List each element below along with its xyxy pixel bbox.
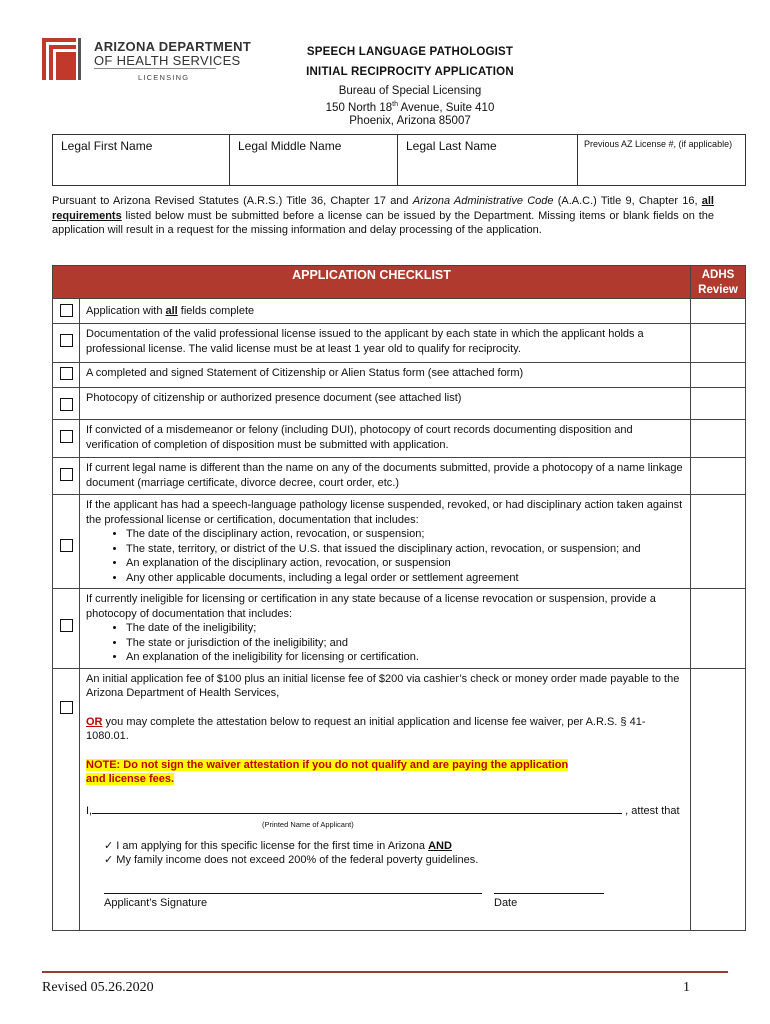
signature-block xyxy=(86,892,685,922)
adhs-review-cell-2[interactable] xyxy=(691,324,746,363)
checklist-item-court-records: If convicted of a misdemeanor or felony (including DUI), photocopy of court records documenting disposition and verification of completion of disposition must be submitted with application. xyxy=(53,420,746,458)
signature-label: Applicant’s Signature xyxy=(104,896,208,909)
bureau-city: Phoenix, Arizona 85007 xyxy=(349,114,471,127)
checkbox-item-9[interactable] xyxy=(60,701,73,714)
applicant-signature-line[interactable] xyxy=(104,892,482,894)
bureau-street: 150 North 18th Avenue, Suite 410 xyxy=(325,101,495,114)
legal-middle-name-field[interactable]: Legal Middle Name xyxy=(230,135,398,185)
adhs-review-cell-8[interactable] xyxy=(691,589,746,669)
revision-date: Revised 05.26.2020 xyxy=(42,980,154,995)
checklist-item-name-linkage: If current legal name is different than the name on any of the documents submitted, provide a photocopy of a name linkage document (marriage certificate, divorce decree, court order, etc.) xyxy=(53,458,746,495)
adhs-logo xyxy=(42,38,252,88)
attestation-line: I, , attest that xyxy=(86,804,680,817)
adhs-review-cell-9[interactable] xyxy=(691,668,746,930)
legal-first-name-field[interactable]: Legal First Name xyxy=(53,135,230,185)
logo-line-3: LICENSING xyxy=(138,73,190,82)
logo-divider xyxy=(94,68,216,69)
checklist-item-fees xyxy=(53,668,746,930)
ineligibility-bullets xyxy=(86,621,685,665)
adhs-review-cell-3[interactable] xyxy=(691,363,746,388)
page-number: 1 xyxy=(683,980,690,995)
checkmark-icon: ✓ xyxy=(104,854,114,866)
date-label: Date xyxy=(494,896,518,909)
checklist-item-application-complete: Application with all fields complete xyxy=(53,299,746,324)
checkbox-item-3[interactable] xyxy=(60,367,73,380)
list-item: • The state, territory, or district of the U.S. that issued the disciplinary action, revocation, or suspension; and xyxy=(126,542,685,557)
previous-az-license-field[interactable]: Previous AZ License #, (if applicable) xyxy=(584,139,733,149)
checkbox-item-5[interactable] xyxy=(60,430,73,443)
name-fields-table xyxy=(52,134,746,186)
adhs-review-cell-5[interactable] xyxy=(691,420,746,458)
list-item: • Any other applicable documents, including a legal order or settlement agreement xyxy=(126,571,685,586)
printed-name-input[interactable] xyxy=(92,803,622,814)
checklist-item-professional-license: Documentation of the valid professional license issued to the applicant by each state in which the applicant holds a professional license. The valid license must be at least 1 year old to qualify for reciprocity. xyxy=(53,324,746,363)
form-title: SPEECH LANGUAGE PATHOLOGIST xyxy=(306,46,514,58)
checklist-item-disciplinary-action xyxy=(53,495,746,589)
checklist-item-citizenship-form: A completed and signed Statement of Citizenship or Alien Status form (see attached form) xyxy=(53,363,746,388)
printed-name-caption: (Printed Name of Applicant) xyxy=(262,820,354,829)
bureau-address xyxy=(260,85,560,128)
date-line[interactable] xyxy=(494,892,604,894)
adhs-logo-mark-icon xyxy=(42,38,82,82)
logo-line-2: OF HEALTH SERVICES xyxy=(94,53,241,68)
adhs-review-cell-6[interactable] xyxy=(691,458,746,495)
application-checklist-table xyxy=(52,265,746,931)
legal-last-name-field[interactable]: Legal Last Name xyxy=(398,135,578,185)
list-item: • The date of the ineligibility; xyxy=(126,621,685,636)
disciplinary-intro: If the applicant has had a speech-language pathology license suspended, revoked, or had disciplinary action taken against the professional license or certification, documentation that includes: xyxy=(86,499,683,526)
list-item: • The state or jurisdiction of the ineligibility; and xyxy=(126,636,685,651)
fee-text: An initial application fee of $100 plus an initial license fee of $200 via cashier’s check or money order made payable to the Arizona Department of Health Services, xyxy=(86,672,680,699)
checkbox-item-1[interactable] xyxy=(60,304,73,317)
adhs-review-cell-4[interactable] xyxy=(691,388,746,420)
waiver-text: OR you may complete the attestation below to request an initial application and license fee waiver, per A.R.S. § 41-1080.01. xyxy=(86,715,646,742)
footer-rule xyxy=(42,971,728,973)
adhs-review-cell-7[interactable] xyxy=(691,495,746,589)
attestation-first-time: ✓ I am applying for this specific license for the first time in Arizona AND xyxy=(104,839,452,852)
list-item: • The date of the disciplinary action, revocation, or suspension; xyxy=(126,527,685,542)
checklist-item-ineligibility xyxy=(53,589,746,669)
checkbox-item-7[interactable] xyxy=(60,539,73,552)
list-item: • An explanation of the ineligibility for licensing or certification. xyxy=(126,650,685,665)
bureau-name: Bureau of Special Licensing xyxy=(338,85,482,97)
adhs-review-header: ADHS Review xyxy=(691,266,746,299)
checklist-title: APPLICATION CHECKLIST xyxy=(53,266,691,299)
checkmark-icon: ✓ xyxy=(104,839,114,852)
form-subtitle: INITIAL RECIPROCITY APPLICATION xyxy=(306,66,514,78)
checkbox-item-2[interactable] xyxy=(60,334,73,347)
attestation-income: ✓ My family income does not exceed 200% of the federal poverty guidelines. xyxy=(104,854,479,866)
intro-paragraph: Pursuant to Arizona Revised Statutes (A.R.S.) Title 36, Chapter 17 and Arizona Administrative Code (A.A.C.) Title 9, Chapter 16, all requirements listed below must be submitted before a license can be issued by the Department. Missing items or blank fields on the application will result in a request for the missing information and delay processing of the application. xyxy=(52,195,714,236)
checkbox-item-8[interactable] xyxy=(60,619,73,632)
disciplinary-bullets xyxy=(86,527,685,585)
checkbox-item-4[interactable] xyxy=(60,398,73,411)
checkbox-item-6[interactable] xyxy=(60,468,73,481)
ineligibility-intro: If currently ineligible for licensing or certification in any state because of a license revocation or suspension, provide a photocopy of documentation that includes: xyxy=(86,593,656,620)
list-item: • An explanation of the disciplinary action, revocation, or suspension xyxy=(126,556,685,571)
checklist-header-row xyxy=(53,266,746,299)
checklist-item-citizenship-document: Photocopy of citizenship or authorized presence document (see attached list) xyxy=(53,388,746,420)
logo-line-1: ARIZONA DEPARTMENT xyxy=(94,39,252,54)
waiver-note: NOTE: Do not sign the waiver attestation if you do not qualify and are paying the application and license fees. xyxy=(86,758,569,785)
adhs-review-cell-1[interactable] xyxy=(691,299,746,324)
